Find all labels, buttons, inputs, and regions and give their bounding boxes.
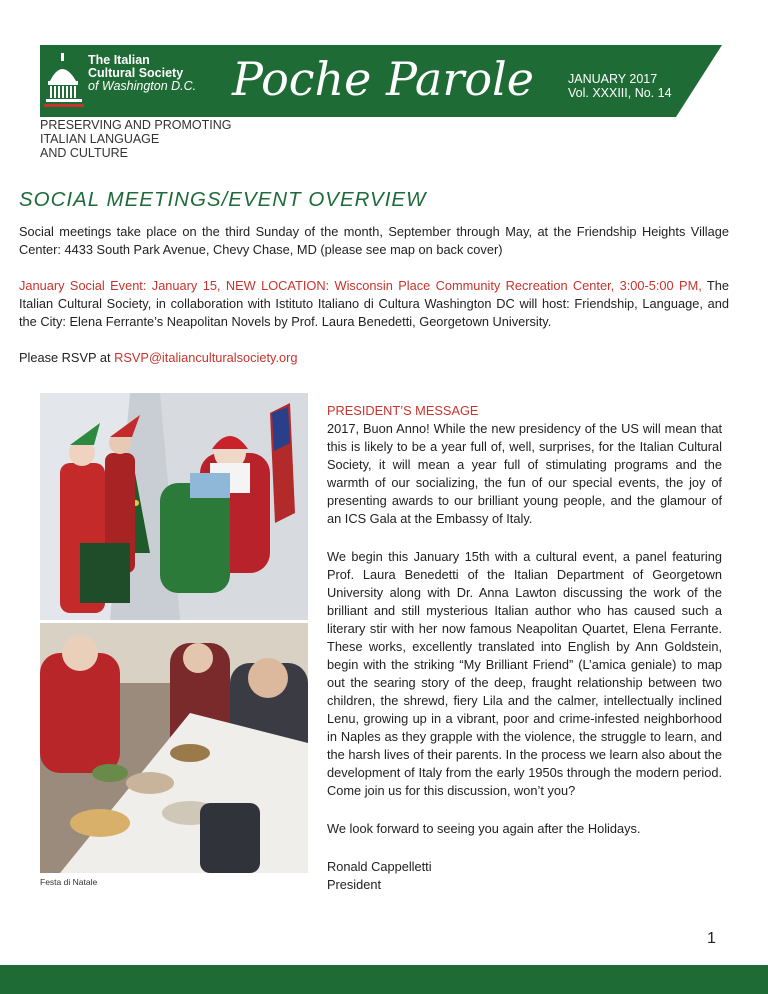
org-name	[88, 54, 196, 93]
president-para-3: We look forward to seeing you again after the Holidays.	[327, 821, 641, 836]
tagline-line-2: ITALIAN LANGUAGE	[40, 132, 160, 146]
org-line-1: The Italian	[88, 53, 150, 67]
president-message-title: PRESIDENT’S MESSAGE	[327, 403, 479, 418]
photo-buffet	[40, 623, 308, 873]
event-highlight: January Social Event: January 15, NEW LOCATION: Wisconsin Place Community Recreation Center, 3:00-5:00 PM,	[19, 278, 702, 293]
tagline	[40, 118, 231, 160]
masthead-banner	[40, 45, 722, 117]
president-para-2: We begin this January 15th with a cultural event, a panel featuring Prof. Laura Benedetti of the Italian Department of Georgetown University along with Dr. Anna Lawton discussing the work of the brilliant and still mysterious Italian author who has caused such a literary stir with her now famous Neapolitan Quartet, Elena Ferrante. These works, excellently translated into English by Ann Goldstein, begin with the striking “My Brilliant Friend” (L’amica geniale) to map out the searing story of the deep, fraught relationship between two children, the shrewd, fiery Lila and the calmer, intellectually inclined Lenu, growing up in a vibrant, poor and crime-infested neighborhood in Naples as they grapple with the violence, the struggle to learn, and the harsh lives of their parents. In the process we learn also about the development of Italy from the early 1950s through the modern period. Come join us for this discussion, won’t you?	[327, 549, 722, 798]
issue-date: JANUARY 2017	[568, 72, 658, 86]
signature-title: President	[327, 877, 382, 892]
overview-intro: Social meetings take place on the third Sunday of the month, September through May, at the Friendship Heights Village Center: 4433 South Park Avenue, Chevy Chase, MD (please see map on back cover)	[19, 224, 729, 257]
photo-caption: Festa di Natale	[40, 877, 98, 887]
tagline-line-3: AND CULTURE	[40, 146, 128, 160]
capitol-dome-icon	[42, 51, 86, 111]
footer-bar	[0, 965, 768, 994]
page-number: 1	[707, 930, 716, 947]
signature	[327, 858, 722, 894]
section-title: SOCIAL MEETINGS/EVENT OVERVIEW	[19, 188, 427, 211]
rsvp-prefix: Please RSVP at	[19, 350, 115, 365]
president-message	[327, 402, 722, 528]
org-line-2: Cultural Society	[88, 66, 184, 80]
issue-volume: Vol. XXXIII, No. 14	[568, 86, 672, 100]
newsletter-title: Poche Parole	[232, 52, 534, 106]
rsvp-email-link[interactable]: RSVP@italianculturalsociety.org	[114, 350, 298, 365]
event-announcement	[19, 277, 729, 331]
org-line-3: of Washington D.C.	[88, 79, 197, 93]
rsvp-line	[19, 349, 729, 367]
event-description: The Italian Cultural Society, in collaboration with Istituto Italiano di Cultura Washington DC will host: Friendship, Language, and the City: Elena Ferrante’s Neapolitan Novels by Prof. Laura Benedetti, Georgetown University.	[19, 278, 729, 329]
signature-name: Ronald Cappelletti	[327, 859, 432, 874]
president-para-1: 2017, Buon Anno! While the new presidency of the US will mean that this is likely to be a year full of, well, surprises, for the Italian Cultural Society, it will mean a year full of stimulating programs and the warmth of our socializing, the fun of our special events, the joy of presenting awards to our brilliant young people, and the glamour of an ICS Gala at the Embassy of Italy.	[327, 421, 722, 526]
tagline-line-1: PRESERVING AND PROMOTING	[40, 118, 232, 132]
photo-santa-elves	[40, 393, 308, 620]
issue-info	[568, 72, 672, 100]
